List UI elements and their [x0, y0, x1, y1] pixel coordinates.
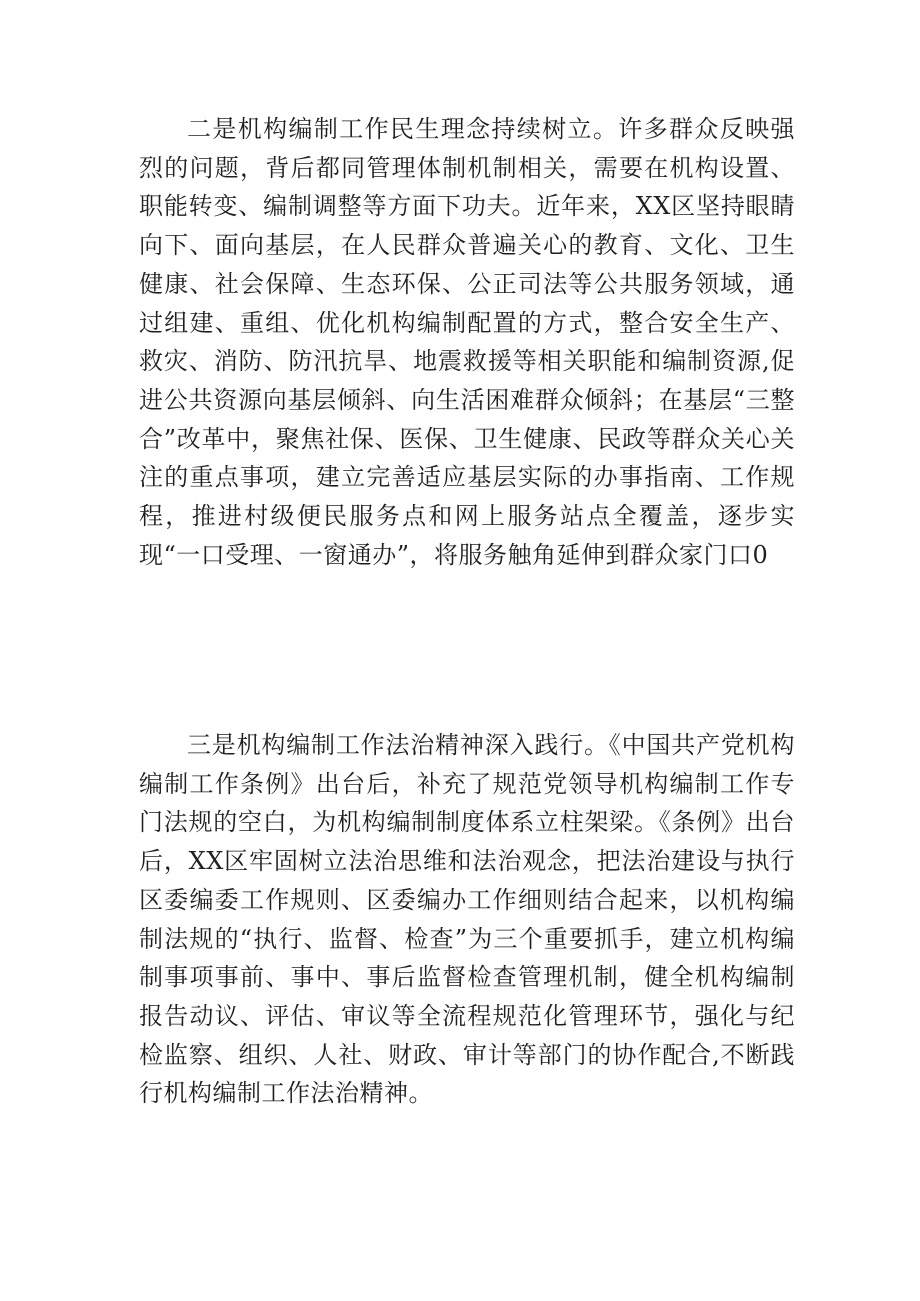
- paragraph-rule-of-law-spirit: 三是机构编制工作法治精神深入践行。《中国共产党机构编制工作条例》出台后，补充了规范党领导机构编制工作专门法规的空白，为机构编制制度体系立柱架梁。《条例》出台后，XX区牢固树立法治思维和法治观念，把法治建设与执行区委编委工作规则、区委编办工作细则结合起来，以机构编制法规的“执行、监督、检查”为三个重要抓手，建立机构编制事项事前、事中、事后监督检查管理机制，健全机构编制报告动议、评估、审议等全流程规范化管理环节，强化与纪检监察、组织、人社、财政、审计等部门的协作配合,不断践行机构编制工作法治精神。: [139, 731, 795, 1108]
- paragraph-livelihood-concept: 二是机构编制工作民生理念持续树立。许多群众反映强烈的问题，背后都同管理体制机制相关，需要在机构设置、职能转变、编制调整等方面下功夫。近年来，XX区坚持眼睛向下、面向基层，在人民群众普遍关心的教育、文化、卫生健康、社会保障、生态环保、公正司法等公共服务领域，通过组建、重组、优化机构编制配置的方式，整合安全生产、救灾、消防、防汛抗旱、地震救援等相关职能和编制资源,促进公共资源向基层倾斜、向生活困难群众倾斜；在基层“三整合”改革中，聚焦社保、医保、卫生健康、民政等群众关心关注的重点事项，建立完善适应基层实际的办事指南、工作规程，推进村级便民服务点和网上服务站点全覆盖，逐步实现“一口受理、一窗通办”，将服务触角延伸到群众家门口0: [139, 115, 795, 569]
